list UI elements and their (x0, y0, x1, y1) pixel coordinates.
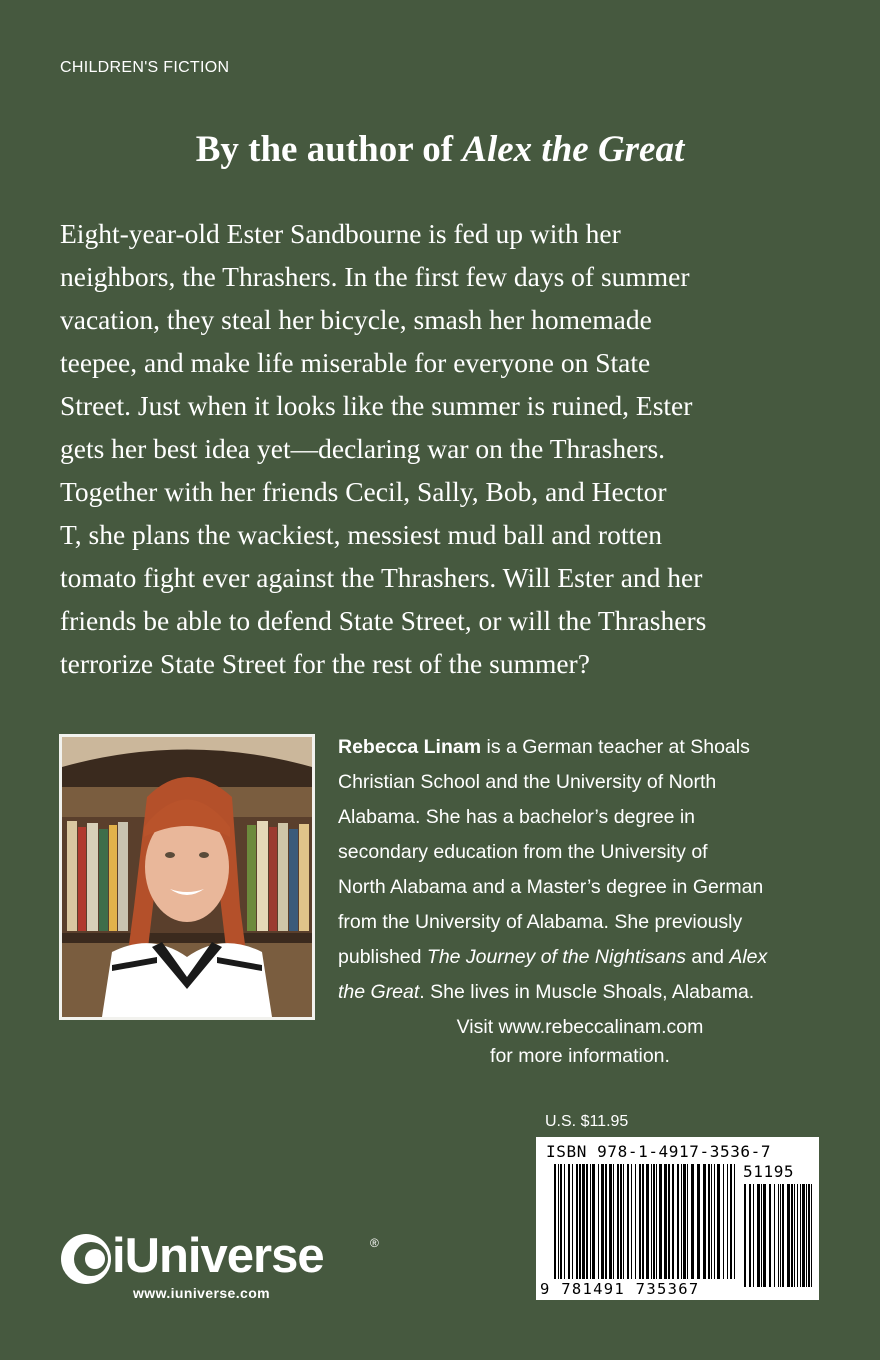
barcode-bar (681, 1164, 682, 1279)
barcode-bar (761, 1184, 762, 1287)
barcode-bar (656, 1164, 657, 1279)
barcode-bar (794, 1184, 795, 1287)
bio-line: Alabama. She has a bachelor’s degree in (338, 806, 696, 828)
barcode-bar (623, 1164, 624, 1279)
barcode-bar (687, 1164, 688, 1279)
barcode-bar (714, 1164, 715, 1279)
barcode-bar (664, 1164, 667, 1279)
publisher-logo (58, 1224, 388, 1304)
barcode-bar (590, 1164, 591, 1279)
barcode-bar (653, 1164, 655, 1279)
publisher-name: iUniverse (112, 1229, 324, 1283)
barcode-bar (558, 1164, 559, 1279)
barcode-bar (727, 1164, 728, 1279)
barcode-bar (560, 1164, 562, 1279)
barcode-bar (639, 1164, 641, 1279)
barcode-bar (646, 1164, 649, 1279)
blurb-line: terrorize State Street for the rest of the summer? (60, 648, 590, 679)
bio-line: North Alabama and a Master’s degree in German (338, 876, 764, 898)
barcode-bar (601, 1164, 604, 1279)
barcode-bar (744, 1184, 746, 1287)
barcode-bar (757, 1184, 760, 1287)
headline (0, 128, 880, 171)
barcode-bar (782, 1184, 784, 1287)
barcode-bar (703, 1164, 706, 1279)
barcode-bar (802, 1184, 805, 1287)
barcode-bar (613, 1164, 614, 1279)
barcode-bar (582, 1164, 585, 1279)
barcode-bar (811, 1184, 812, 1287)
blurb-line: tomato fight ever against the Thrashers. Will Ester and her (60, 562, 703, 593)
barcode-bar (642, 1164, 644, 1279)
barcode-bar (683, 1164, 686, 1279)
visit-line: Visit www.rebeccalinam.com (456, 1016, 704, 1038)
barcode-bar (598, 1164, 599, 1279)
barcode-bar (787, 1184, 790, 1287)
barcode-bar (800, 1184, 801, 1287)
isbn-label: ISBN 978-1-4917-3536-7 (546, 1142, 772, 1161)
barcode-bar (763, 1184, 766, 1287)
barcode-bar (620, 1164, 622, 1279)
barcode-bar (586, 1164, 588, 1279)
barcode-bar (717, 1164, 720, 1279)
bio-line: secondary education from the University of (338, 841, 708, 863)
barcode-bar (806, 1184, 807, 1287)
price: U.S. $11.95 (545, 1113, 629, 1130)
barcode-bar (708, 1164, 710, 1279)
barcode (536, 1137, 819, 1300)
bio-text: and (685, 946, 730, 968)
barcode-bar (697, 1164, 700, 1279)
book-title: The Journey of the Nightisans (426, 946, 686, 968)
barcode-bar (635, 1164, 636, 1279)
barcode-bars (536, 1137, 819, 1300)
bio-text: published (338, 946, 427, 968)
visit-line: for more information. (490, 1045, 670, 1067)
blurb-line: vacation, they steal her bicycle, smash her homemade (60, 304, 652, 335)
barcode-bar (576, 1164, 578, 1279)
barcode-bar (592, 1164, 595, 1279)
website-info (380, 1013, 780, 1071)
barcode-bar (627, 1164, 629, 1279)
headline-book-title: Alex the Great (462, 129, 685, 170)
author-name: Rebecca Linam (338, 736, 482, 758)
book-title: the Great (338, 981, 420, 1003)
barcode-bar (723, 1164, 724, 1279)
barcode-bar (780, 1184, 781, 1287)
bio-text: is a German teacher at Shoals (481, 736, 750, 758)
barcode-bar (797, 1184, 798, 1287)
ean-digits: 9 781491 735367 (540, 1280, 700, 1298)
barcode-bar (778, 1184, 779, 1287)
blurb (60, 212, 835, 685)
barcode-bar (579, 1164, 581, 1279)
author-bio (338, 730, 818, 1010)
barcode-bar (672, 1164, 674, 1279)
blurb-line: neighbors, the Thrashers. In the first few days of summer (60, 261, 690, 292)
bio-line: Christian School and the University of North (338, 771, 717, 793)
publisher-swirl-icon (58, 1229, 118, 1289)
barcode-bar (572, 1164, 573, 1279)
blurb-line: Street. Just when it looks like the summer is ruined, Ester (60, 390, 693, 421)
author-photo (59, 734, 315, 1020)
barcode-bar (753, 1184, 754, 1287)
bio-line (338, 975, 818, 1010)
barcode-bar (564, 1164, 565, 1279)
blurb-line: T, she plans the wackiest, messiest mud ball and rotten (60, 519, 663, 550)
barcode-bar (791, 1184, 793, 1287)
headline-prefix: By the author of (195, 129, 463, 170)
blurb-line: friends be able to defend State Street, or will the Thrashers (60, 605, 707, 636)
blurb-line: gets her best idea yet—declaring war on the Thrashers. (60, 433, 666, 464)
blurb-line: Eight-year-old Ester Sandbourne is fed up with her (60, 218, 621, 249)
bio-line: from the University of Alabama. She previously (338, 911, 743, 933)
book-title: Alex (729, 946, 768, 968)
addon-code: 51195 (743, 1162, 795, 1181)
category-label: CHILDREN'S FICTION (60, 59, 230, 76)
barcode-bar (769, 1184, 771, 1287)
registered-mark: ® (370, 1236, 379, 1250)
barcode-bar (677, 1164, 679, 1279)
barcode-bar (659, 1164, 662, 1279)
barcode-bar (808, 1184, 810, 1287)
barcode-bar (554, 1164, 556, 1279)
barcode-bar (749, 1184, 751, 1287)
barcode-bar (774, 1184, 775, 1287)
barcode-bar (691, 1164, 694, 1279)
barcode-bar (734, 1164, 735, 1279)
barcode-bar (609, 1164, 612, 1279)
barcode-bar (668, 1164, 670, 1279)
bio-text: . She lives in Muscle Shoals, Alabama. (419, 981, 755, 1003)
barcode-bar (711, 1164, 712, 1279)
blurb-line: teepee, and make life miserable for everyone on State (60, 347, 651, 378)
publisher-url: www.iuniverse.com (133, 1285, 270, 1301)
barcode-bar (651, 1164, 652, 1279)
barcode-bar (631, 1164, 632, 1279)
barcode-bar (605, 1164, 607, 1279)
barcode-bar (617, 1164, 619, 1279)
barcode-bar (730, 1164, 732, 1279)
bio-line (338, 940, 818, 975)
barcode-bar (568, 1164, 570, 1279)
blurb-line: Together with her friends Cecil, Sally, Bob, and Hector (60, 476, 667, 507)
bio-line (338, 730, 818, 765)
